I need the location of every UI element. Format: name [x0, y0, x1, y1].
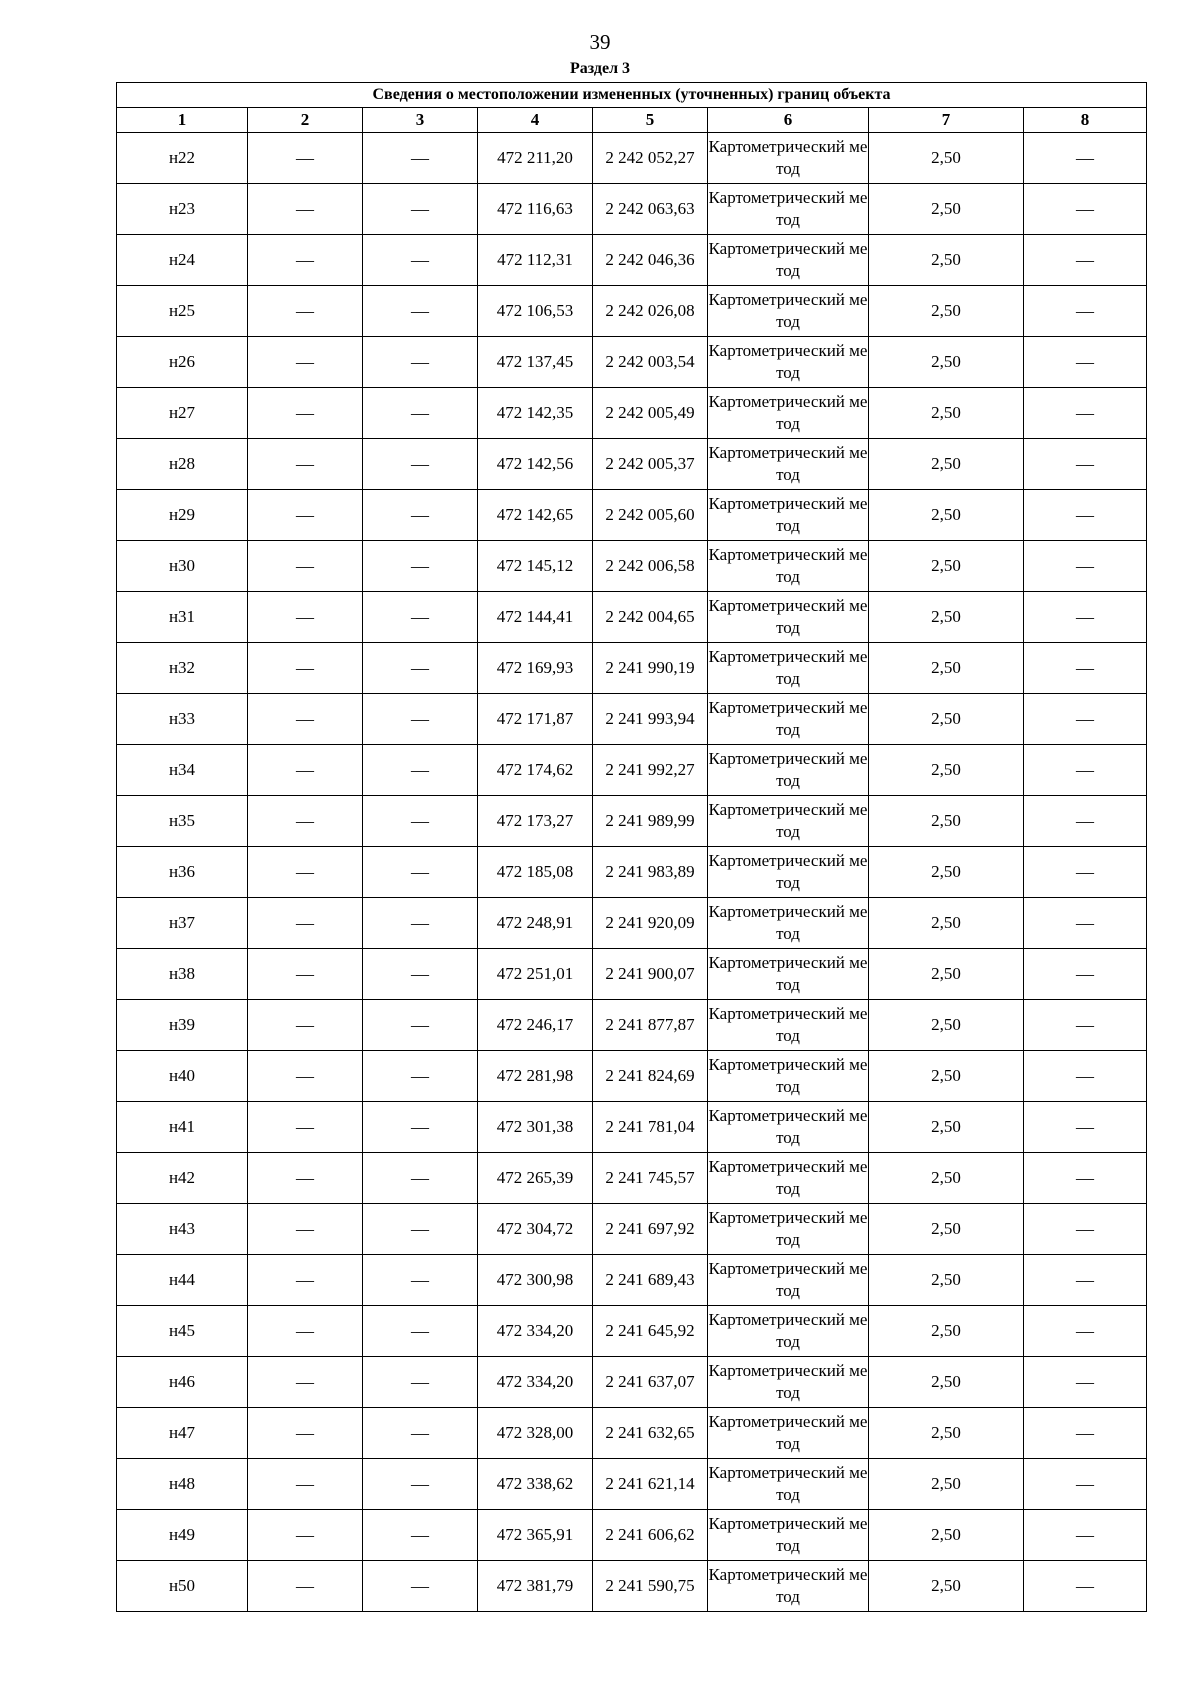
- col8-cell: —: [1024, 1102, 1147, 1153]
- table-row: [117, 847, 1147, 898]
- column-number-row: [117, 108, 1147, 133]
- column-number: 8: [1024, 108, 1147, 133]
- col8-cell: —: [1024, 847, 1147, 898]
- table-row: [117, 184, 1147, 235]
- col8-cell: —: [1024, 133, 1147, 184]
- point-number-cell: н39: [117, 1000, 248, 1051]
- y-coordinate-cell: 2 241 745,57: [593, 1153, 708, 1204]
- col3-cell: —: [363, 184, 478, 235]
- col2-cell: —: [248, 388, 363, 439]
- x-coordinate-cell: 472 338,62: [478, 1459, 593, 1510]
- table-row: [117, 388, 1147, 439]
- col2-cell: —: [248, 235, 363, 286]
- col3-cell: —: [363, 898, 478, 949]
- point-number-cell: н34: [117, 745, 248, 796]
- x-coordinate-cell: 472 142,65: [478, 490, 593, 541]
- accuracy-cell: 2,50: [869, 1102, 1024, 1153]
- table-row: [117, 643, 1147, 694]
- method-cell: Картометрический метод: [708, 1510, 869, 1561]
- x-coordinate-cell: 472 169,93: [478, 643, 593, 694]
- col8-cell: —: [1024, 439, 1147, 490]
- point-number-cell: н49: [117, 1510, 248, 1561]
- col2-cell: —: [248, 133, 363, 184]
- x-coordinate-cell: 472 144,41: [478, 592, 593, 643]
- column-number: 1: [117, 108, 248, 133]
- x-coordinate-cell: 472 174,62: [478, 745, 593, 796]
- table-row: [117, 1306, 1147, 1357]
- col3-cell: —: [363, 133, 478, 184]
- point-number-cell: н47: [117, 1408, 248, 1459]
- method-cell: Картометрический метод: [708, 796, 869, 847]
- accuracy-cell: 2,50: [869, 949, 1024, 1000]
- table-row: [117, 541, 1147, 592]
- col8-cell: —: [1024, 1000, 1147, 1051]
- method-cell: Картометрический метод: [708, 898, 869, 949]
- col8-cell: —: [1024, 898, 1147, 949]
- y-coordinate-cell: 2 241 637,07: [593, 1357, 708, 1408]
- col3-cell: —: [363, 847, 478, 898]
- table-row: [117, 490, 1147, 541]
- y-coordinate-cell: 2 242 006,58: [593, 541, 708, 592]
- col3-cell: —: [363, 949, 478, 1000]
- y-coordinate-cell: 2 241 606,62: [593, 1510, 708, 1561]
- accuracy-cell: 2,50: [869, 541, 1024, 592]
- col2-cell: —: [248, 1204, 363, 1255]
- col2-cell: —: [248, 1510, 363, 1561]
- col8-cell: —: [1024, 1357, 1147, 1408]
- col2-cell: —: [248, 1000, 363, 1051]
- accuracy-cell: 2,50: [869, 1000, 1024, 1051]
- y-coordinate-cell: 2 241 983,89: [593, 847, 708, 898]
- col2-cell: —: [248, 745, 363, 796]
- col8-cell: —: [1024, 541, 1147, 592]
- accuracy-cell: 2,50: [869, 184, 1024, 235]
- y-coordinate-cell: 2 241 920,09: [593, 898, 708, 949]
- col3-cell: —: [363, 1306, 478, 1357]
- point-number-cell: н35: [117, 796, 248, 847]
- x-coordinate-cell: 472 173,27: [478, 796, 593, 847]
- point-number-cell: н41: [117, 1102, 248, 1153]
- x-coordinate-cell: 472 300,98: [478, 1255, 593, 1306]
- y-coordinate-cell: 2 241 590,75: [593, 1561, 708, 1612]
- col8-cell: —: [1024, 949, 1147, 1000]
- table-row: [117, 133, 1147, 184]
- accuracy-cell: 2,50: [869, 1510, 1024, 1561]
- table-row: [117, 1510, 1147, 1561]
- point-number-cell: н46: [117, 1357, 248, 1408]
- col3-cell: —: [363, 1000, 478, 1051]
- x-coordinate-cell: 472 251,01: [478, 949, 593, 1000]
- point-number-cell: н22: [117, 133, 248, 184]
- col8-cell: —: [1024, 1153, 1147, 1204]
- x-coordinate-cell: 472 334,20: [478, 1357, 593, 1408]
- method-cell: Картометрический метод: [708, 847, 869, 898]
- method-cell: Картометрический метод: [708, 235, 869, 286]
- point-number-cell: н26: [117, 337, 248, 388]
- y-coordinate-cell: 2 241 993,94: [593, 694, 708, 745]
- x-coordinate-cell: 472 171,87: [478, 694, 593, 745]
- col3-cell: —: [363, 694, 478, 745]
- col2-cell: —: [248, 337, 363, 388]
- col8-cell: —: [1024, 745, 1147, 796]
- method-cell: Картометрический метод: [708, 1255, 869, 1306]
- col2-cell: —: [248, 694, 363, 745]
- y-coordinate-cell: 2 241 877,87: [593, 1000, 708, 1051]
- table-row: [117, 1459, 1147, 1510]
- accuracy-cell: 2,50: [869, 1408, 1024, 1459]
- point-number-cell: н31: [117, 592, 248, 643]
- col8-cell: —: [1024, 1408, 1147, 1459]
- x-coordinate-cell: 472 381,79: [478, 1561, 593, 1612]
- x-coordinate-cell: 472 142,35: [478, 388, 593, 439]
- table-row: [117, 1357, 1147, 1408]
- col8-cell: —: [1024, 1459, 1147, 1510]
- col3-cell: —: [363, 439, 478, 490]
- table-row: [117, 1051, 1147, 1102]
- y-coordinate-cell: 2 241 645,92: [593, 1306, 708, 1357]
- point-number-cell: н44: [117, 1255, 248, 1306]
- x-coordinate-cell: 472 106,53: [478, 286, 593, 337]
- y-coordinate-cell: 2 242 004,65: [593, 592, 708, 643]
- accuracy-cell: 2,50: [869, 745, 1024, 796]
- col8-cell: —: [1024, 388, 1147, 439]
- accuracy-cell: 2,50: [869, 1459, 1024, 1510]
- col2-cell: —: [248, 1306, 363, 1357]
- accuracy-cell: 2,50: [869, 796, 1024, 847]
- col3-cell: —: [363, 1204, 478, 1255]
- y-coordinate-cell: 2 241 781,04: [593, 1102, 708, 1153]
- method-cell: Картометрический метод: [708, 1357, 869, 1408]
- accuracy-cell: 2,50: [869, 898, 1024, 949]
- col8-cell: —: [1024, 592, 1147, 643]
- method-cell: Картометрический метод: [708, 1306, 869, 1357]
- col3-cell: —: [363, 337, 478, 388]
- col3-cell: —: [363, 490, 478, 541]
- table-row: [117, 1408, 1147, 1459]
- column-number: 2: [248, 108, 363, 133]
- page-number: 39: [589, 30, 611, 54]
- accuracy-cell: 2,50: [869, 1255, 1024, 1306]
- table-row: [117, 1153, 1147, 1204]
- col8-cell: —: [1024, 337, 1147, 388]
- y-coordinate-cell: 2 242 005,60: [593, 490, 708, 541]
- x-coordinate-cell: 472 304,72: [478, 1204, 593, 1255]
- x-coordinate-cell: 472 281,98: [478, 1051, 593, 1102]
- col2-cell: —: [248, 490, 363, 541]
- col8-cell: —: [1024, 1510, 1147, 1561]
- y-coordinate-cell: 2 241 632,65: [593, 1408, 708, 1459]
- col3-cell: —: [363, 1255, 478, 1306]
- table-row: [117, 286, 1147, 337]
- y-coordinate-cell: 2 241 900,07: [593, 949, 708, 1000]
- table-row: [117, 235, 1147, 286]
- col3-cell: —: [363, 1051, 478, 1102]
- col8-cell: —: [1024, 796, 1147, 847]
- method-cell: Картометрический метод: [708, 133, 869, 184]
- y-coordinate-cell: 2 242 003,54: [593, 337, 708, 388]
- column-number: 6: [708, 108, 869, 133]
- col3-cell: —: [363, 745, 478, 796]
- col2-cell: —: [248, 1051, 363, 1102]
- y-coordinate-cell: 2 242 026,08: [593, 286, 708, 337]
- y-coordinate-cell: 2 242 005,37: [593, 439, 708, 490]
- point-number-cell: н43: [117, 1204, 248, 1255]
- col2-cell: —: [248, 1561, 363, 1612]
- accuracy-cell: 2,50: [869, 1204, 1024, 1255]
- x-coordinate-cell: 472 265,39: [478, 1153, 593, 1204]
- col2-cell: —: [248, 541, 363, 592]
- accuracy-cell: 2,50: [869, 1306, 1024, 1357]
- col2-cell: —: [248, 643, 363, 694]
- point-number-cell: н29: [117, 490, 248, 541]
- y-coordinate-cell: 2 242 046,36: [593, 235, 708, 286]
- table-row: [117, 796, 1147, 847]
- col8-cell: —: [1024, 286, 1147, 337]
- point-number-cell: н32: [117, 643, 248, 694]
- col2-cell: —: [248, 1357, 363, 1408]
- y-coordinate-cell: 2 241 990,19: [593, 643, 708, 694]
- column-number: 4: [478, 108, 593, 133]
- accuracy-cell: 2,50: [869, 133, 1024, 184]
- method-cell: Картометрический метод: [708, 490, 869, 541]
- x-coordinate-cell: 472 185,08: [478, 847, 593, 898]
- table-row: [117, 898, 1147, 949]
- boundary-coordinates-table: [116, 82, 1147, 1612]
- table-row: [117, 592, 1147, 643]
- table-body: [117, 133, 1147, 1612]
- x-coordinate-cell: 472 116,63: [478, 184, 593, 235]
- point-number-cell: н38: [117, 949, 248, 1000]
- col3-cell: —: [363, 1357, 478, 1408]
- x-coordinate-cell: 472 112,31: [478, 235, 593, 286]
- x-coordinate-cell: 472 328,00: [478, 1408, 593, 1459]
- y-coordinate-cell: 2 241 992,27: [593, 745, 708, 796]
- table-row: [117, 949, 1147, 1000]
- table-row: [117, 1204, 1147, 1255]
- table-row: [117, 337, 1147, 388]
- point-number-cell: н28: [117, 439, 248, 490]
- y-coordinate-cell: 2 241 689,43: [593, 1255, 708, 1306]
- x-coordinate-cell: 472 301,38: [478, 1102, 593, 1153]
- point-number-cell: н45: [117, 1306, 248, 1357]
- table-row: [117, 1255, 1147, 1306]
- column-number: 3: [363, 108, 478, 133]
- point-number-cell: н37: [117, 898, 248, 949]
- accuracy-cell: 2,50: [869, 847, 1024, 898]
- accuracy-cell: 2,50: [869, 286, 1024, 337]
- col3-cell: —: [363, 1510, 478, 1561]
- method-cell: Картометрический метод: [708, 592, 869, 643]
- accuracy-cell: 2,50: [869, 337, 1024, 388]
- point-number-cell: н42: [117, 1153, 248, 1204]
- method-cell: Картометрический метод: [708, 1153, 869, 1204]
- method-cell: Картометрический метод: [708, 1561, 869, 1612]
- column-number: 5: [593, 108, 708, 133]
- point-number-cell: н30: [117, 541, 248, 592]
- col3-cell: —: [363, 592, 478, 643]
- col2-cell: —: [248, 439, 363, 490]
- col2-cell: —: [248, 847, 363, 898]
- col2-cell: —: [248, 184, 363, 235]
- col2-cell: —: [248, 1153, 363, 1204]
- col8-cell: —: [1024, 1255, 1147, 1306]
- col2-cell: —: [248, 286, 363, 337]
- col2-cell: —: [248, 592, 363, 643]
- col8-cell: —: [1024, 1561, 1147, 1612]
- accuracy-cell: 2,50: [869, 388, 1024, 439]
- x-coordinate-cell: 472 211,20: [478, 133, 593, 184]
- col3-cell: —: [363, 1102, 478, 1153]
- section-title: Раздел 3: [569, 60, 631, 77]
- col2-cell: —: [248, 949, 363, 1000]
- accuracy-cell: 2,50: [869, 1357, 1024, 1408]
- col3-cell: —: [363, 1153, 478, 1204]
- accuracy-cell: 2,50: [869, 235, 1024, 286]
- accuracy-cell: 2,50: [869, 490, 1024, 541]
- y-coordinate-cell: 2 241 697,92: [593, 1204, 708, 1255]
- col3-cell: —: [363, 1561, 478, 1612]
- table-row: [117, 694, 1147, 745]
- y-coordinate-cell: 2 241 989,99: [593, 796, 708, 847]
- col3-cell: —: [363, 1459, 478, 1510]
- table-row: [117, 1102, 1147, 1153]
- x-coordinate-cell: 472 137,45: [478, 337, 593, 388]
- y-coordinate-cell: 2 241 824,69: [593, 1051, 708, 1102]
- y-coordinate-cell: 2 242 063,63: [593, 184, 708, 235]
- col8-cell: —: [1024, 184, 1147, 235]
- col8-cell: —: [1024, 235, 1147, 286]
- method-cell: Картометрический метод: [708, 745, 869, 796]
- point-number-cell: н33: [117, 694, 248, 745]
- accuracy-cell: 2,50: [869, 439, 1024, 490]
- col8-cell: —: [1024, 643, 1147, 694]
- col3-cell: —: [363, 286, 478, 337]
- accuracy-cell: 2,50: [869, 1561, 1024, 1612]
- x-coordinate-cell: 472 145,12: [478, 541, 593, 592]
- col8-cell: —: [1024, 1204, 1147, 1255]
- y-coordinate-cell: 2 242 052,27: [593, 133, 708, 184]
- col2-cell: —: [248, 1459, 363, 1510]
- method-cell: Картометрический метод: [708, 541, 869, 592]
- col3-cell: —: [363, 235, 478, 286]
- accuracy-cell: 2,50: [869, 1051, 1024, 1102]
- col2-cell: —: [248, 796, 363, 847]
- method-cell: Картометрический метод: [708, 286, 869, 337]
- method-cell: Картометрический метод: [708, 949, 869, 1000]
- point-number-cell: н25: [117, 286, 248, 337]
- col3-cell: —: [363, 796, 478, 847]
- x-coordinate-cell: 472 142,56: [478, 439, 593, 490]
- x-coordinate-cell: 472 365,91: [478, 1510, 593, 1561]
- x-coordinate-cell: 472 248,91: [478, 898, 593, 949]
- table-row: [117, 439, 1147, 490]
- point-number-cell: н50: [117, 1561, 248, 1612]
- y-coordinate-cell: 2 241 621,14: [593, 1459, 708, 1510]
- col3-cell: —: [363, 1408, 478, 1459]
- point-number-cell: н36: [117, 847, 248, 898]
- point-number-cell: н23: [117, 184, 248, 235]
- accuracy-cell: 2,50: [869, 592, 1024, 643]
- point-number-cell: н48: [117, 1459, 248, 1510]
- point-number-cell: н24: [117, 235, 248, 286]
- method-cell: Картометрический метод: [708, 1000, 869, 1051]
- accuracy-cell: 2,50: [869, 643, 1024, 694]
- col8-cell: —: [1024, 490, 1147, 541]
- col2-cell: —: [248, 1408, 363, 1459]
- method-cell: Картометрический метод: [708, 643, 869, 694]
- point-number-cell: н40: [117, 1051, 248, 1102]
- method-cell: Картометрический метод: [708, 1102, 869, 1153]
- column-number: 7: [869, 108, 1024, 133]
- method-cell: Картометрический метод: [708, 1408, 869, 1459]
- method-cell: Картометрический метод: [708, 1204, 869, 1255]
- col3-cell: —: [363, 541, 478, 592]
- method-cell: Картометрический метод: [708, 388, 869, 439]
- method-cell: Картометрический метод: [708, 1051, 869, 1102]
- col8-cell: —: [1024, 1051, 1147, 1102]
- col2-cell: —: [248, 898, 363, 949]
- table-row: [117, 1000, 1147, 1051]
- method-cell: Картометрический метод: [708, 1459, 869, 1510]
- col8-cell: —: [1024, 1306, 1147, 1357]
- col3-cell: —: [363, 643, 478, 694]
- x-coordinate-cell: 472 334,20: [478, 1306, 593, 1357]
- accuracy-cell: 2,50: [869, 1153, 1024, 1204]
- method-cell: Картометрический метод: [708, 184, 869, 235]
- col2-cell: —: [248, 1102, 363, 1153]
- method-cell: Картометрический метод: [708, 694, 869, 745]
- col8-cell: —: [1024, 694, 1147, 745]
- table-row: [117, 745, 1147, 796]
- table-row: [117, 1561, 1147, 1612]
- x-coordinate-cell: 472 246,17: [478, 1000, 593, 1051]
- accuracy-cell: 2,50: [869, 694, 1024, 745]
- col3-cell: —: [363, 388, 478, 439]
- point-number-cell: н27: [117, 388, 248, 439]
- col2-cell: —: [248, 1255, 363, 1306]
- method-cell: Картометрический метод: [708, 337, 869, 388]
- y-coordinate-cell: 2 242 005,49: [593, 388, 708, 439]
- method-cell: Картометрический метод: [708, 439, 869, 490]
- table-title: Сведения о местоположении измененных (уточненных) границ объекта: [117, 83, 1147, 108]
